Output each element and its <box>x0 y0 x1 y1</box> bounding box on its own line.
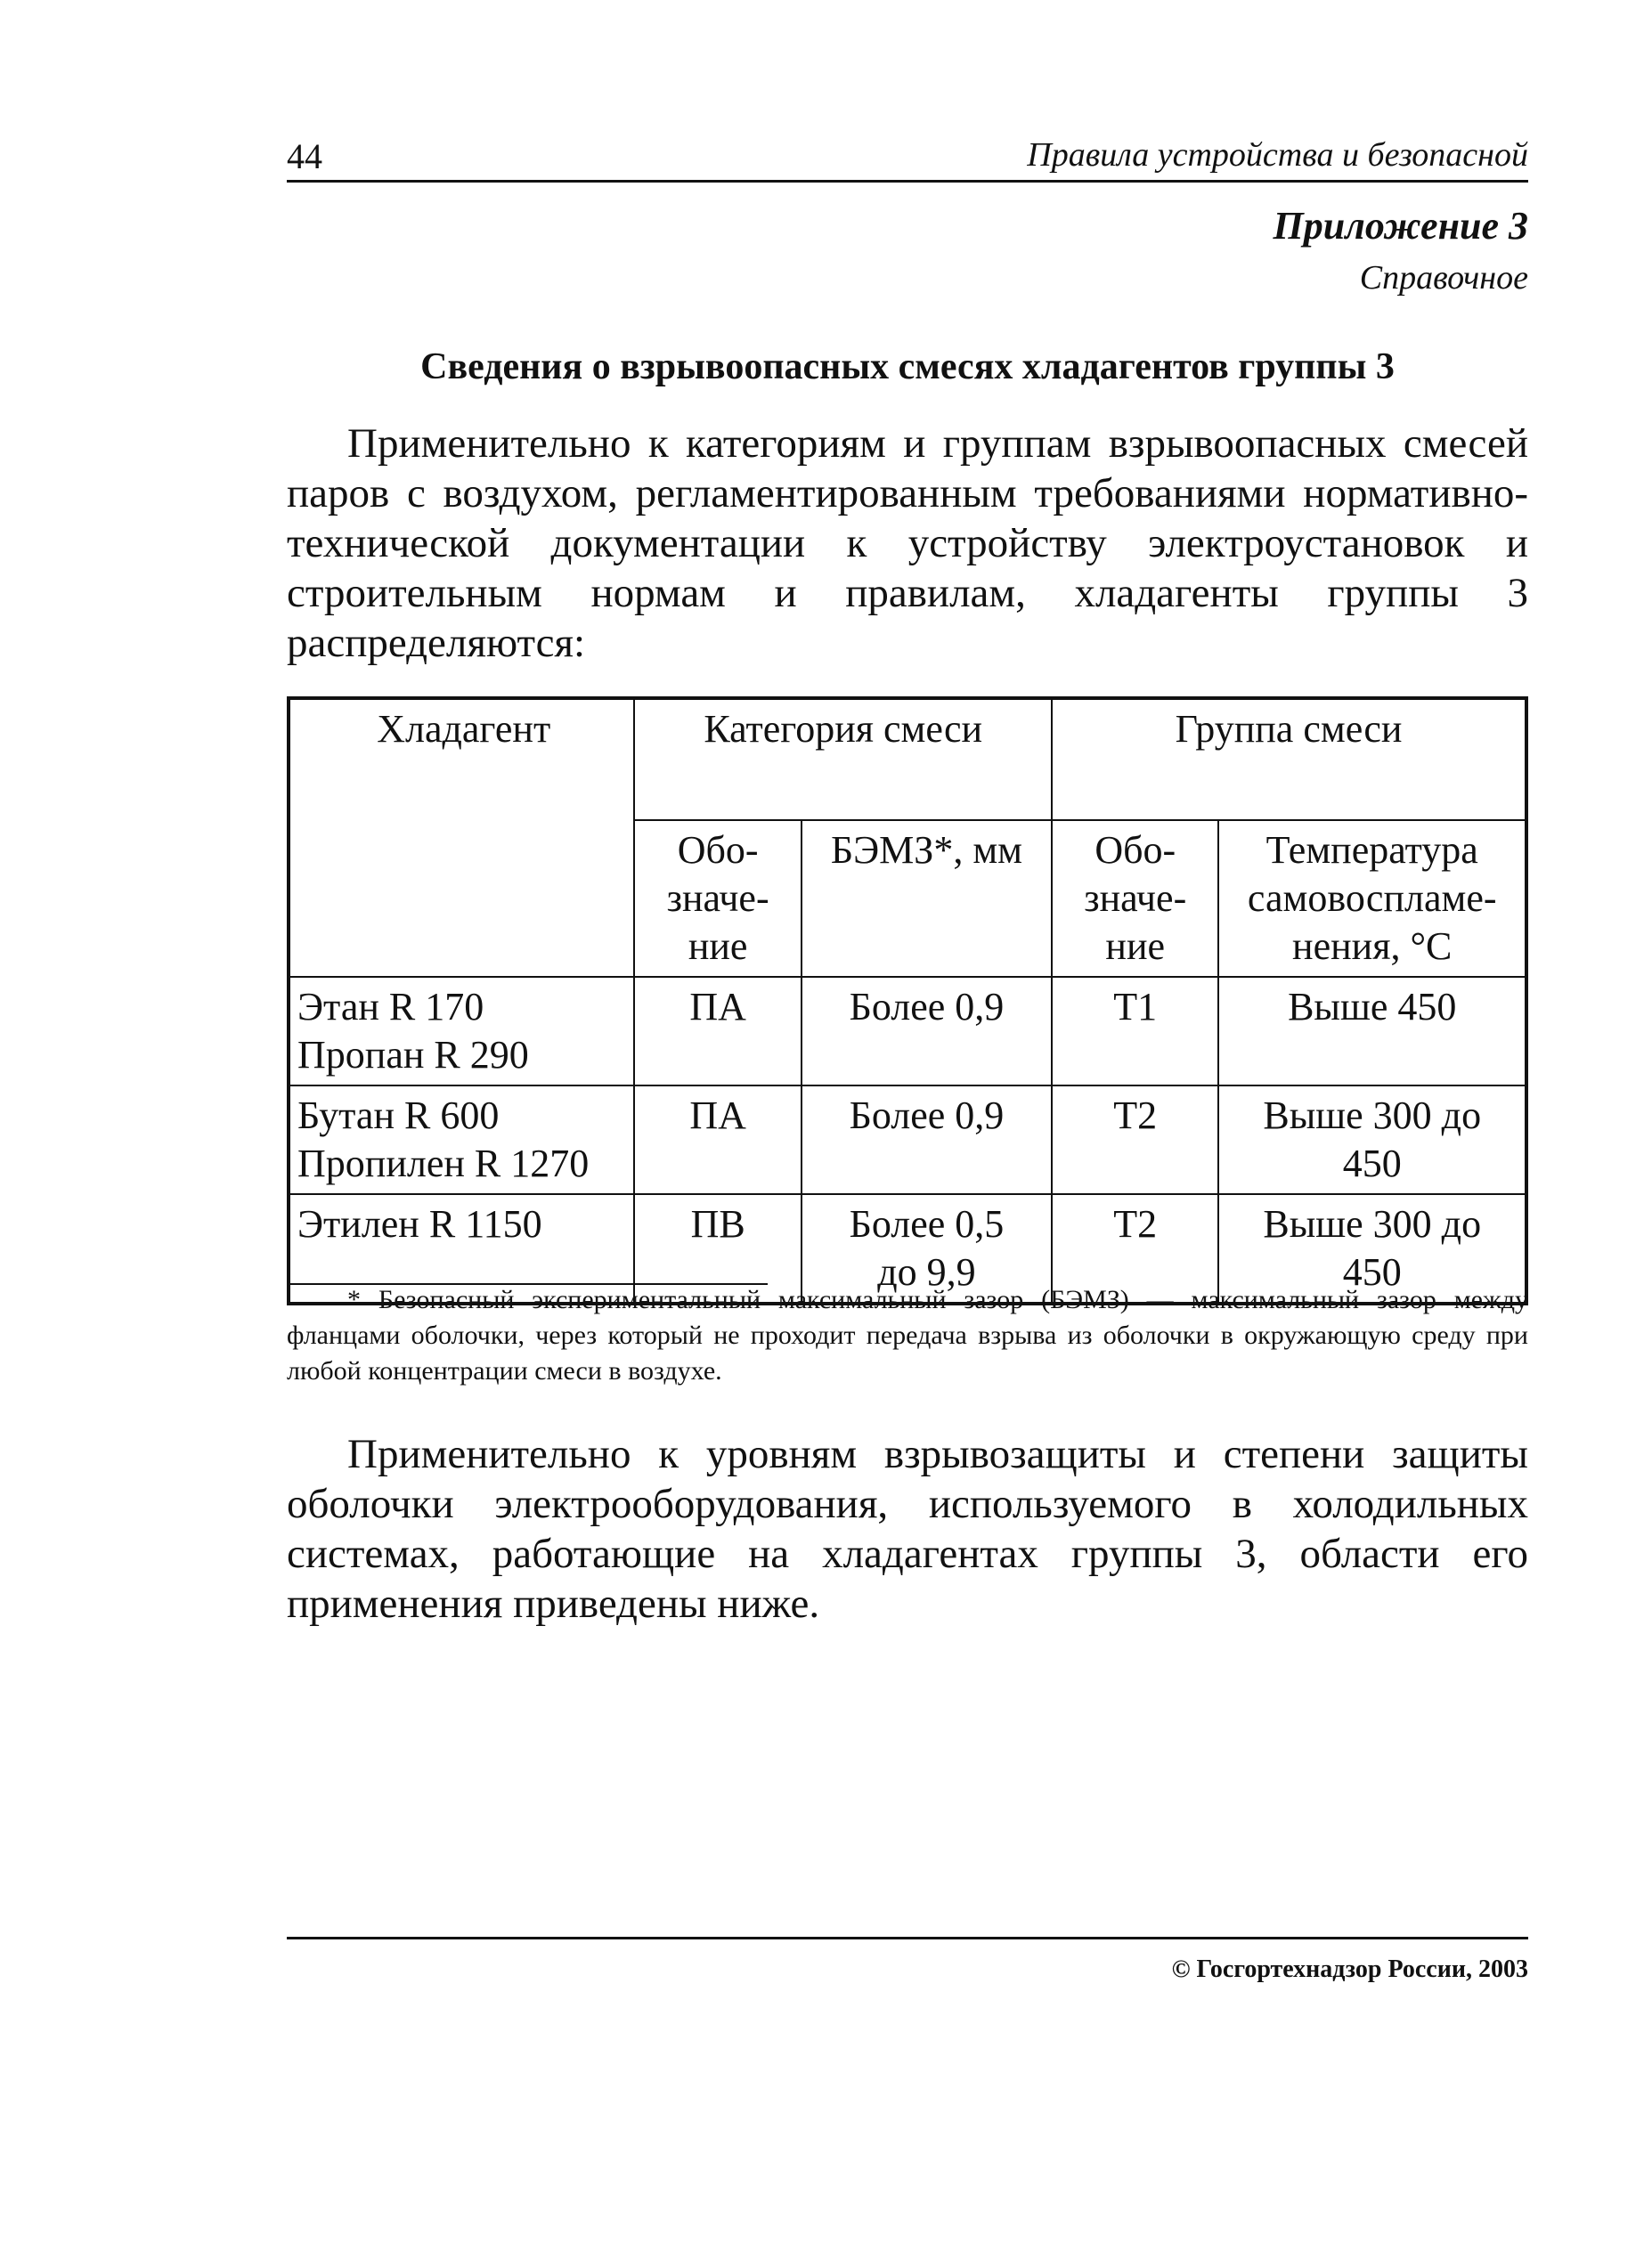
category-cell: ПА <box>634 1085 801 1194</box>
refrigerant-name: Пропан R 290 <box>297 1033 529 1077</box>
category-cell: ПА <box>634 977 801 1085</box>
footer-divider <box>287 1937 1528 1939</box>
section-title: Сведения о взрывоопасных смесях хладагентов группы 3 <box>420 346 1395 387</box>
bemz-cell: Более 0,9 <box>802 977 1052 1085</box>
table-row <box>289 1085 1526 1194</box>
temperature-cell: Выше 450 <box>1218 977 1526 1085</box>
group-cell: Т1 <box>1052 977 1218 1085</box>
table-row <box>289 977 1526 1085</box>
group-cell: Т2 <box>1052 1194 1218 1304</box>
temperature-cell: Выше 300 до 450 <box>1218 1194 1526 1304</box>
temperature-cell: Выше 300 до 450 <box>1218 1085 1526 1194</box>
group-cell: Т2 <box>1052 1085 1218 1194</box>
refrigerant-name: Пропилен R 1270 <box>297 1142 590 1185</box>
header-ignition-temperature: Температура самовоспламе-нения, °С <box>1218 820 1526 977</box>
header-refrigerant: Хладагент <box>289 698 634 977</box>
copyright: © Госгортехнадзор России, 2003 <box>1171 1955 1528 1983</box>
refrigerant-cell <box>289 1085 634 1194</box>
table-header-row <box>289 698 1526 820</box>
header-group-designation: Обо-значе-ние <box>1052 820 1218 977</box>
refrigerant-table <box>287 696 1528 1305</box>
appendix-subtitle: Справочное <box>1359 259 1528 297</box>
header-category-designation: Обо-значе-ние <box>634 820 801 977</box>
bemz-cell: Более 0,9 <box>802 1085 1052 1194</box>
refrigerant-name: Этилен R 1150 <box>297 1202 542 1246</box>
running-head <box>287 134 1528 183</box>
footnote: * Безопасный экспериментальный максимальный зазор (БЭМЗ) — максимальный зазор между фланцами оболочки, через который не проходит передача взрыва из оболочки в окружающую среду при любой концентрации смеси в воздухе. <box>287 1285 1528 1386</box>
intro-paragraph: Применительно к категориям и группам взрывоопасных смесей паров с воздухом, регламентированным требованиями нормативно-технической документации к устройству электроустановок и строительным нормам и правилам, хладагенты группы 3 распределяются: <box>287 420 1528 666</box>
header-bemz: БЭМЗ*, мм <box>802 820 1052 977</box>
bemz-cell: Более 0,5 до 9,9 <box>802 1194 1052 1304</box>
header-mixture-group: Группа смеси <box>1052 698 1526 820</box>
header-mixture-category: Категория смеси <box>634 698 1052 820</box>
page-number: 44 <box>287 136 322 176</box>
refrigerant-cell <box>289 977 634 1085</box>
refrigerant-name: Бутан R 600 <box>297 1093 500 1137</box>
refrigerant-name: Этан R 170 <box>297 985 484 1028</box>
appendix-label: Приложение 3 <box>1273 204 1528 248</box>
outro-paragraph: Применительно к уровням взрывозащиты и степени защиты оболочки электрооборудования, используемого в холодильных системах, работающие на хладагентах группы 3, области его применения приведены ниже. <box>287 1431 1528 1627</box>
running-title: Правила устройства и безопасной <box>1027 136 1528 174</box>
category-cell: ПВ <box>634 1194 801 1304</box>
